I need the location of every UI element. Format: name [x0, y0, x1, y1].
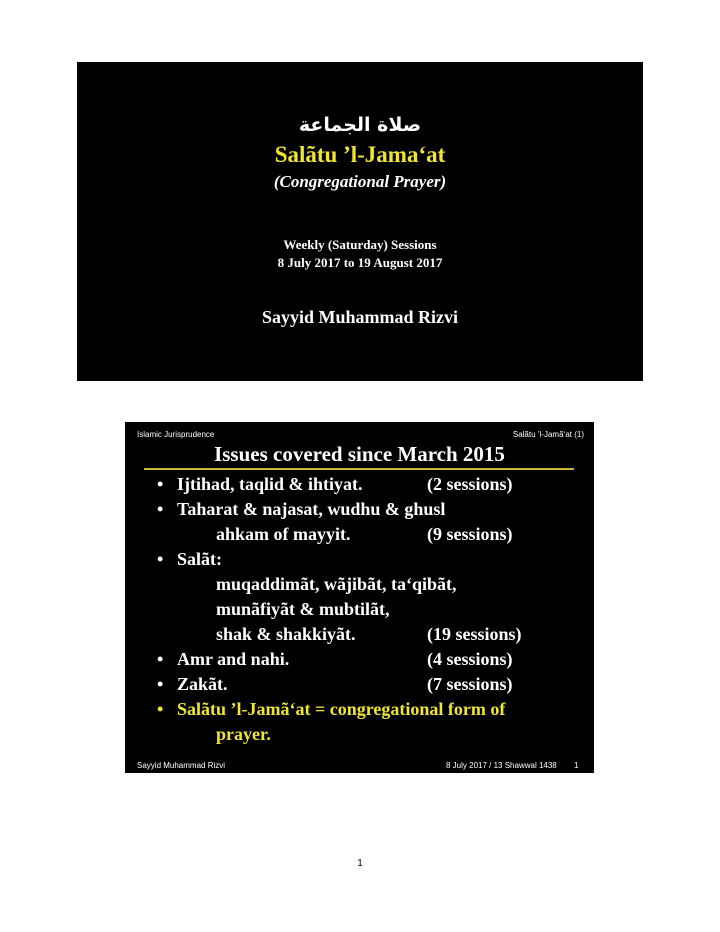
list-item [125, 622, 594, 646]
list-item-text: prayer. [216, 724, 271, 744]
slide-title: Salãtu ’l-Jama‘at [274, 142, 446, 167]
list-item-text: shak & shakkiyãt. [216, 624, 356, 644]
slide-subtitle: (Congregational Prayer) [273, 172, 447, 191]
list-item-text: Taharat & najasat, wudhu & ghusl [177, 499, 446, 519]
list-item-text: Salãtu ’l-Jamã‘at = congregational form of [177, 699, 506, 719]
heading-rule [144, 468, 574, 470]
header-left: Islamic Jurisprudence [137, 430, 215, 439]
title-slide [77, 62, 643, 381]
bullet: • [157, 699, 164, 719]
list-item [125, 472, 594, 496]
bullet: • [157, 549, 164, 569]
header-right: Salãtu ’l-Jamã‘at (1) [512, 430, 584, 439]
footer-date: 8 July 2017 / 13 Shawwal 1438 [446, 761, 557, 770]
bullet: • [157, 674, 164, 694]
session-count: (2 sessions) [427, 474, 513, 494]
list-item [125, 522, 594, 546]
list-item [125, 722, 594, 746]
session-count: (9 sessions) [427, 524, 513, 544]
list-item [125, 697, 594, 721]
author-name: Sayyid Muhammad Rizvi [261, 307, 459, 327]
bullet: • [157, 499, 164, 519]
bullet: • [157, 474, 164, 494]
list-item-text: Zakãt. [177, 674, 228, 694]
bullet: • [157, 649, 164, 669]
session-count: (7 sessions) [427, 674, 513, 694]
list-item-text: Salãt: [177, 549, 222, 569]
list-item [125, 497, 594, 521]
list-item-text: Ijtihad, taqlid & ihtiyat. [177, 474, 363, 494]
list-item [125, 672, 594, 696]
session-count: (19 sessions) [427, 624, 522, 644]
list-item-text: Amr and nahi. [177, 649, 290, 669]
list-item [125, 572, 594, 596]
list-item-text: muqaddimãt, wãjibãt, ta‘qibãt, [216, 574, 457, 594]
slide-heading: Issues covered since March 2015 [214, 442, 505, 466]
list-item-text: munãfiyãt & mubtilãt, [216, 599, 390, 619]
list-item [125, 647, 594, 671]
list-item-text: ahkam of mayyit. [216, 524, 351, 544]
footer-page: 1 [574, 761, 579, 770]
session-count: (4 sessions) [427, 649, 513, 669]
content-slide [125, 422, 594, 773]
list-item [125, 547, 594, 571]
list-item [125, 597, 594, 621]
sessions-line-1: Weekly (Saturday) Sessions [283, 237, 437, 252]
footer-author: Sayyid Muhammad Rizvi [137, 761, 226, 770]
sessions-line-2: 8 July 2017 to 19 August 2017 [277, 255, 443, 270]
page-number: 1 [357, 858, 363, 869]
arabic-title: صلاة الجماعة [298, 114, 422, 136]
